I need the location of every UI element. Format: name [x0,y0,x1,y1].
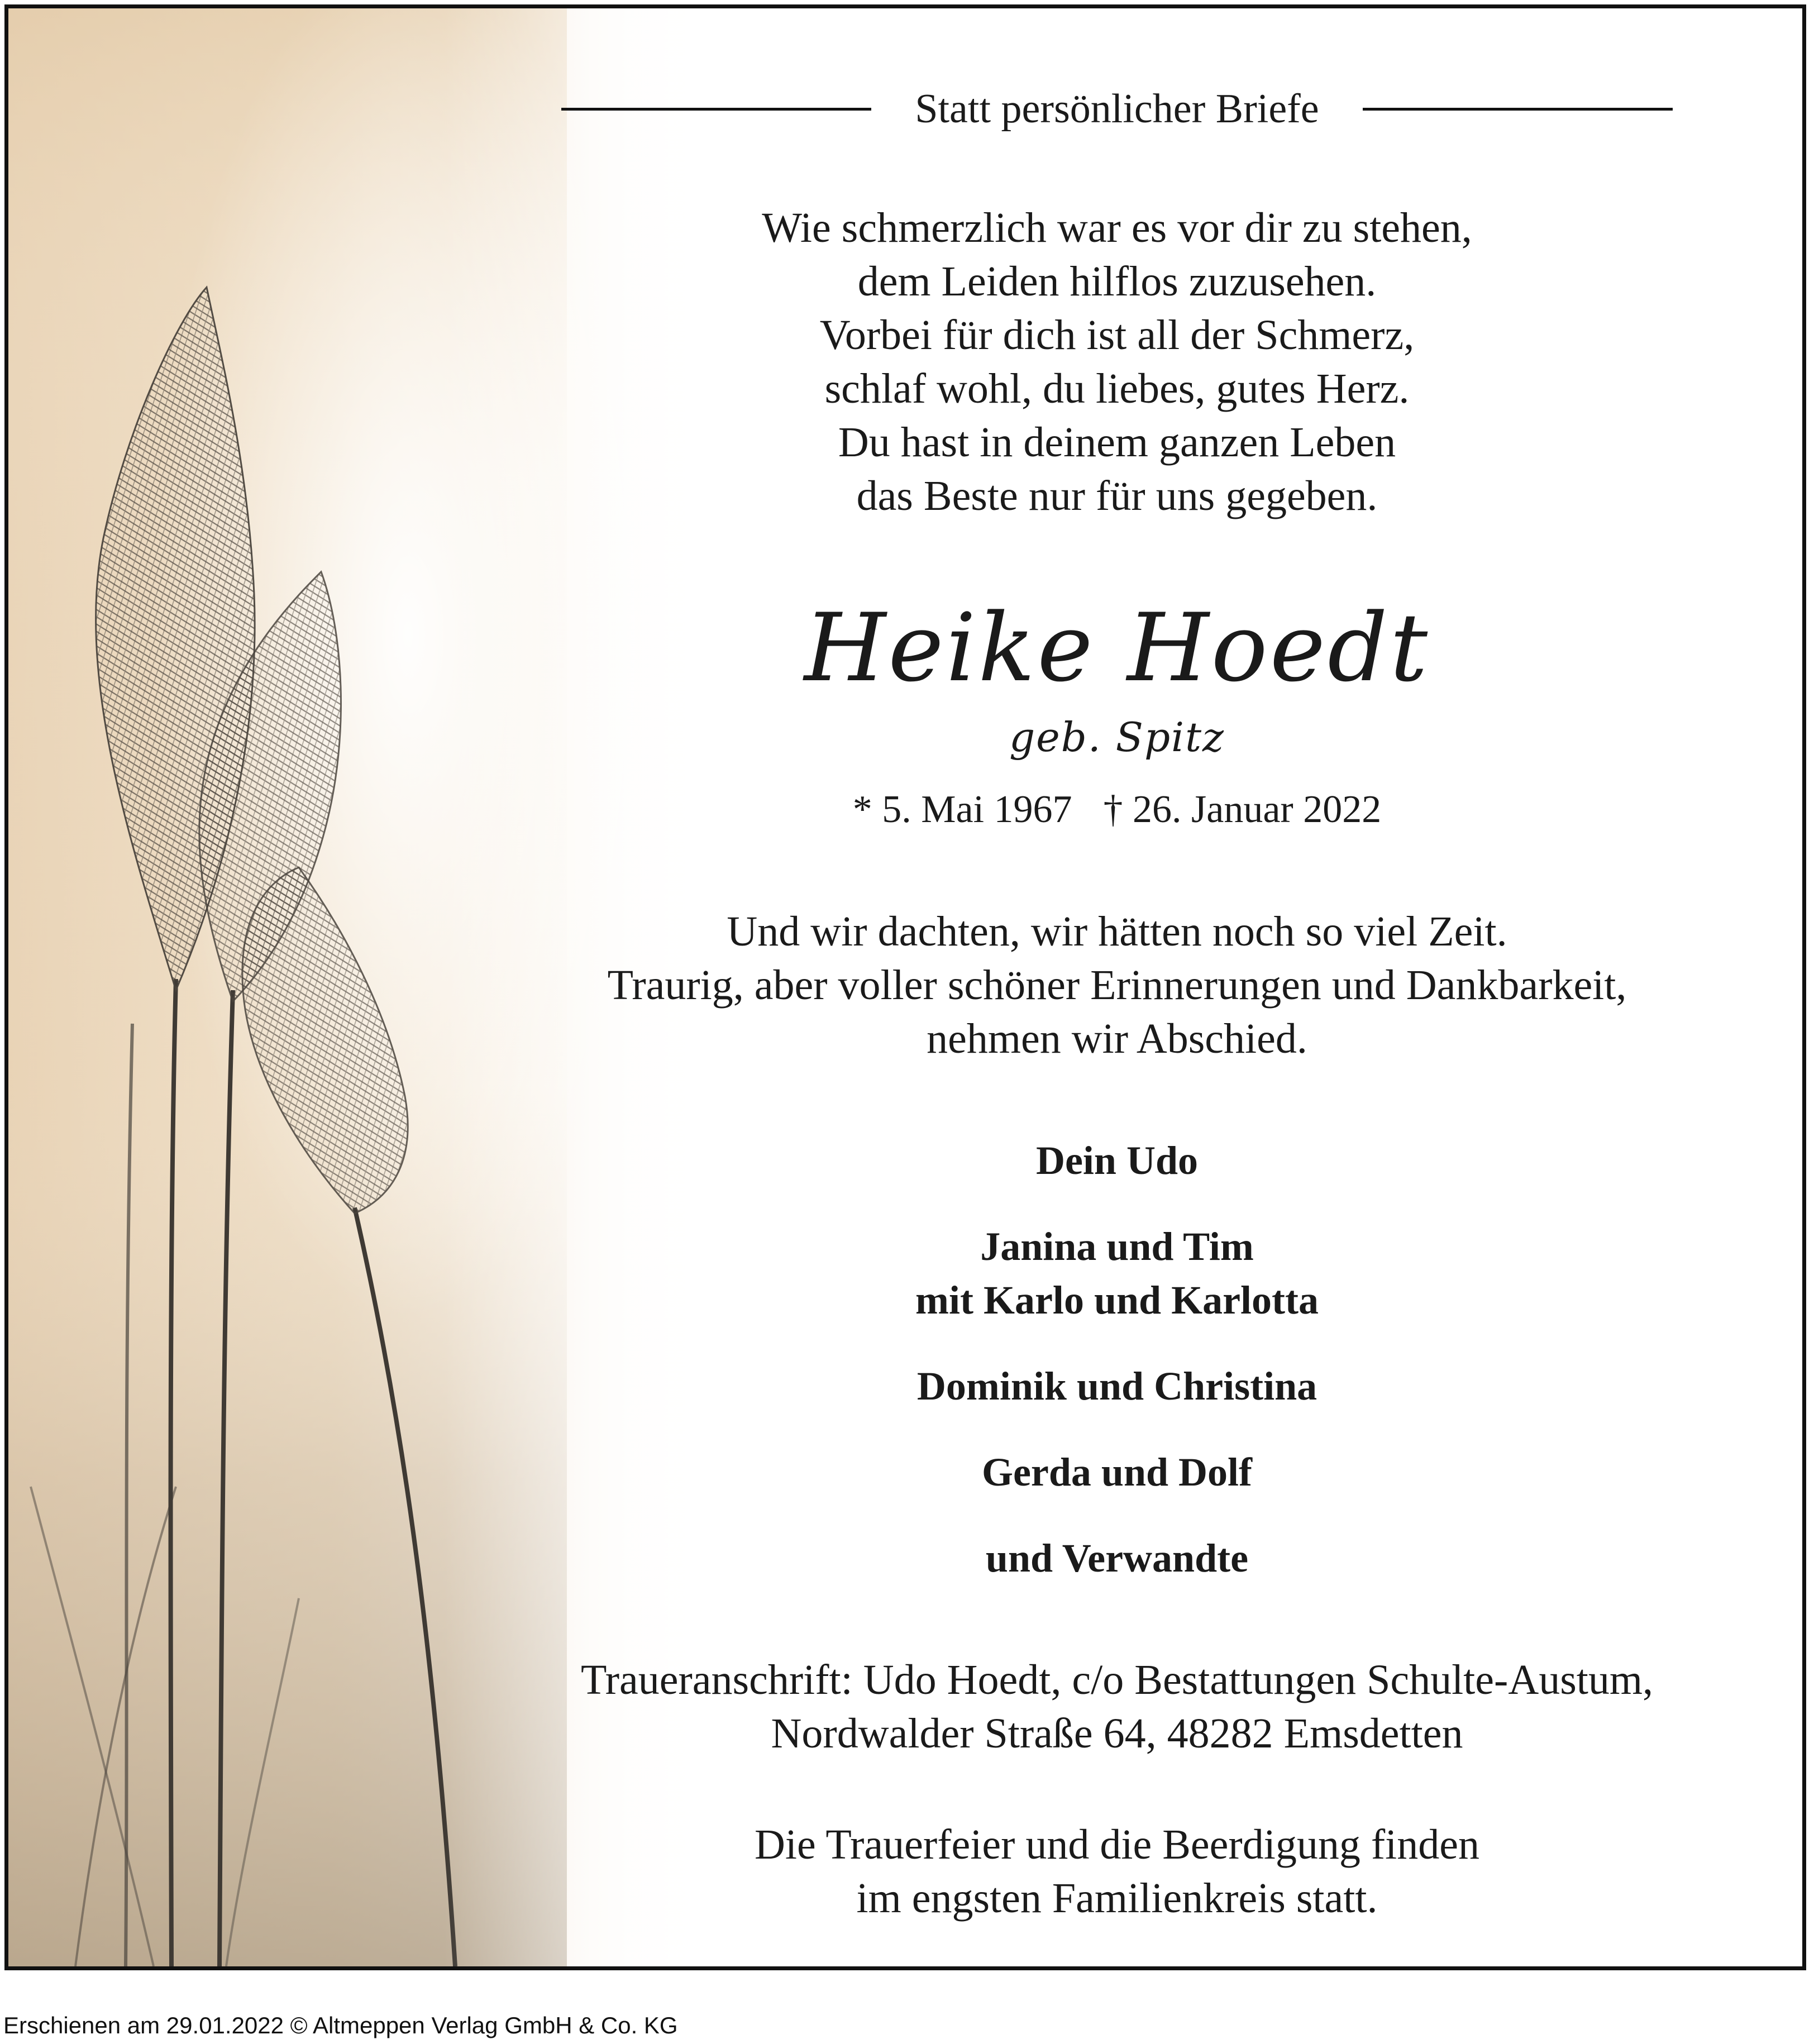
address-line: Nordwalder Straße 64, 48282 Emsdetten [771,1710,1463,1757]
header-title: Statt persönlicher Briefe [915,86,1319,132]
poem-line: schlaf wohl, du liebes, gutes Herz. [824,365,1410,412]
family-line: Gerda und Dolf [981,1450,1253,1494]
birth-date: * 5. Mai 1967 [852,788,1072,831]
address-line: Traueranschrift: Udo Hoedt, c/o Bestattungen Schulte-Austum, [580,1656,1654,1703]
birth-name: geb. Spitz [1009,714,1225,761]
publication-footer: Erschienen am 29.01.2022 © Altmeppen Verlag GmbH & Co. KG [3,2012,678,2038]
poem-line: das Beste nur für uns gegeben. [856,472,1378,519]
poem-line: dem Leiden hilflos zuzusehen. [857,258,1377,305]
ceremony-line: Die Trauerfeier und die Beerdigung finden [755,1821,1479,1868]
farewell-line: nehmen wir Abschied. [927,1015,1307,1062]
life-dates [528,782,1706,838]
family-line: Janina und Tim [980,1224,1254,1269]
poem [528,201,1706,523]
death-date: † 26. Januar 2022 [1103,788,1382,831]
family-group [528,1220,1706,1327]
family-group [528,1134,1706,1187]
farewell-line: Traurig, aber voller schöner Erinnerungen und Dankbarkeit, [607,962,1627,1009]
ceremony-note [528,1818,1706,1925]
poem-line: Wie schmerzlich war es vor dir zu stehen, [762,204,1472,251]
deceased-name: Heike Hoedt [804,593,1430,703]
family-signatures [528,1134,1706,1617]
family-line: Dein Udo [1035,1138,1199,1183]
family-line: und Verwandte [985,1536,1249,1580]
poem-line: Du hast in deinem ganzen Leben [838,419,1396,466]
farewell-text [528,905,1706,1066]
family-group [528,1359,1706,1413]
header-rule-right [1363,108,1673,111]
farewell-line: Und wir dachten, wir hätten noch so viel Zeit. [727,908,1507,955]
notice-header [561,81,1673,137]
family-group [528,1445,1706,1499]
family-line: mit Karlo und Karlotta [915,1278,1319,1322]
poem-line: Vorbei für dich ist all der Schmerz, [819,312,1415,359]
mourning-address [528,1653,1706,1760]
obituary-notice [4,4,1806,1970]
ceremony-line: im engsten Familienkreis statt. [856,1875,1378,1922]
family-group [528,1531,1706,1585]
family-line: Dominik und Christina [916,1364,1317,1408]
